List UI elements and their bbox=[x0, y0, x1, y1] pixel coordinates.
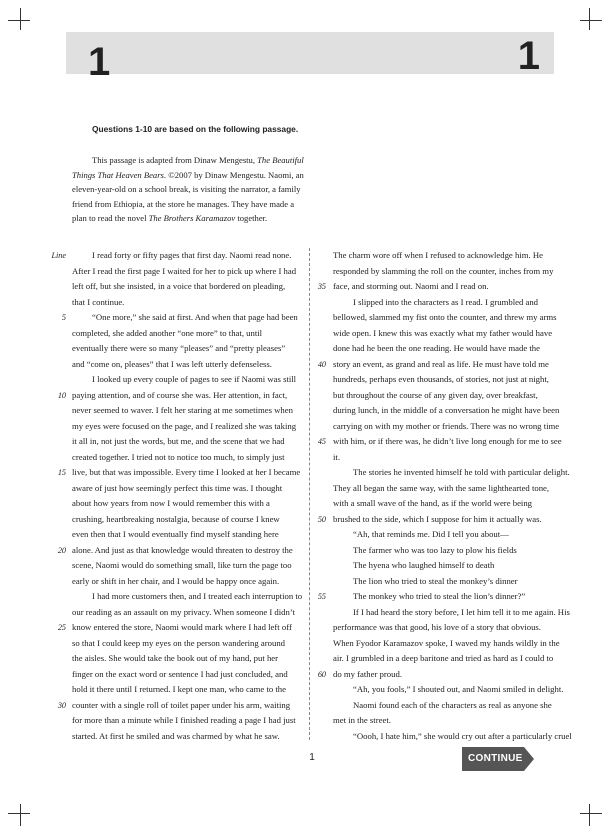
passage-line: the aisles. She would take the book out of my hand, put her bbox=[72, 653, 279, 663]
passage-line: responded by slamming the roll on the counter, inches from my bbox=[333, 265, 554, 276]
line-number: 30 bbox=[57, 700, 66, 710]
line-number: 50 bbox=[317, 514, 326, 524]
passage-line: with him, or if there was, he didn’t live long enough for me to see bbox=[333, 436, 562, 446]
section-banner bbox=[66, 32, 554, 84]
passage-line: met in the street. bbox=[333, 715, 391, 725]
crop-mark-bottom-right bbox=[580, 804, 602, 826]
passage-line: created together. I tried not to notice too much, to simply just bbox=[72, 451, 285, 462]
passage-line: After I read the first page I waited for her to pick up where I had bbox=[72, 265, 297, 276]
passage-line: I looked up every couple of pages to see if Naomi was still bbox=[92, 374, 297, 384]
passage-line: our reading as an assault on my privacy. When someone I didn’t bbox=[72, 606, 296, 617]
passage-line: alone. And just as that knowledge would threaten to destroy the bbox=[72, 544, 293, 555]
passage-line: but throughout the course of any given day, over breakfast, bbox=[333, 389, 538, 400]
line-number: 25 bbox=[57, 623, 66, 632]
passage-line: “Ah, that reminds me. Did I tell you about— bbox=[353, 529, 509, 539]
passage-line: so that I could keep my eyes on the person wandering around bbox=[72, 637, 286, 648]
questions-heading: Questions 1-10 are based on the following passage. bbox=[92, 124, 299, 134]
passage-line: scene, Naomi would do something small, like turn the page too bbox=[72, 560, 292, 570]
passage-line: story an event, as grand and real as life. He must have told me bbox=[333, 358, 549, 369]
passage-line: The hyena who laughed himself to death bbox=[353, 560, 495, 570]
passage-line: face, and storming out. Naomi and I read on. bbox=[333, 281, 489, 291]
passage-line: hold it there until I returned. I kept one man, who came to the bbox=[72, 684, 286, 694]
page-number: 1 bbox=[309, 752, 315, 763]
passage-line: counter with a single roll of toilet paper under his arm, waiting bbox=[72, 699, 291, 710]
passage-line: that I continue. bbox=[72, 296, 125, 307]
passage-line: eventually there were so many “pleases” and “pretty pleases” bbox=[72, 343, 286, 353]
passage-line: never seemed to waver. I felt her staring at me sometimes when bbox=[72, 405, 293, 415]
passage-line: hundreds, perhaps even thousands, of stories, not just at night, bbox=[333, 374, 549, 384]
line-number: 55 bbox=[317, 592, 326, 601]
passage-line: The lion who tried to steal the monkey’s dinner bbox=[353, 575, 518, 586]
section-number-left: 1 bbox=[88, 40, 111, 84]
passage-line: They all began the same way, with the same lighthearted tone, bbox=[333, 482, 550, 493]
novel-title: The Brothers Karamazov bbox=[148, 213, 236, 224]
passage-line: early or shift in her chair, and I would be happy once again. bbox=[72, 575, 280, 586]
passage-line: Naomi found each of the characters as real as anyone she bbox=[353, 699, 552, 710]
passage-line: The charm wore off when I refused to acknowledge him. He bbox=[333, 250, 543, 260]
passage-line: live, but that was impossible. Every time I looked at her I became bbox=[72, 467, 301, 477]
line-marker: Line bbox=[51, 251, 66, 260]
line-number: 45 bbox=[317, 437, 326, 446]
crop-mark-bottom-left bbox=[8, 804, 30, 826]
passage-line: know entered the store, Naomi would mark where I had left off bbox=[72, 622, 292, 632]
passage-line: and “come on, pleases” that I was left utterly defenseless. bbox=[72, 358, 272, 369]
passage-line: “Ah, you fools,” I shouted out, and Naomi smiled in delight. bbox=[353, 684, 564, 694]
passage-line: bellowed, slammed my fist onto the counter, and threw my arms bbox=[333, 312, 557, 322]
continue-button[interactable] bbox=[462, 747, 534, 771]
passage-line: paying attention, and of course she was. Her attention, in fact, bbox=[72, 389, 288, 400]
passage-line: it all in, not just the words, but me, and the scene that we had bbox=[72, 436, 285, 446]
section-number-right: 1 bbox=[517, 34, 540, 78]
passage-line: The monkey who tried to steal the lion’s dinner?” bbox=[353, 591, 526, 601]
passage-line: with a small wave of the hand, as if the world were being bbox=[333, 498, 533, 508]
line-number: 60 bbox=[317, 669, 326, 679]
passage-line: my eyes were focused on the page, and I realized she was taking bbox=[72, 420, 297, 431]
line-number: 5 bbox=[61, 313, 66, 322]
passage-line: done had he been the one reading. He would have made the bbox=[333, 343, 540, 353]
passage-line: I had more customers then, and I treated each interruption to bbox=[92, 591, 303, 601]
passage-line: carrying on with my mother or friends. There was no wrong time bbox=[333, 420, 560, 431]
passage-line: If I had heard the story before, I let him tell it to me again. His bbox=[353, 606, 570, 617]
continue-label: CONTINUE bbox=[468, 753, 523, 764]
passage-line: started. At first he smiled and was charmed by what he saw. bbox=[72, 730, 280, 741]
crop-mark-top-right bbox=[580, 8, 602, 30]
passage-line: do my father proud. bbox=[333, 668, 402, 679]
passage-line: brushed to the side, which I suppose for him it actually was. bbox=[333, 513, 542, 524]
line-number: 20 bbox=[57, 545, 66, 555]
passage-line: completed, she added another “one more” to that, until bbox=[72, 327, 263, 338]
passage-introduction: This passage is adapted from Dinaw Mengestu, The Beautiful Things That Heaven Bears. ©2007 by Dinaw Mengestu. Naomi, an eleven-year-old on a school break, is visiting the narrator, a family friend from Ethiopia, at the store he manages. They have made a plan to read the novel The Brothers Karamazov together. bbox=[72, 155, 304, 224]
passage-line: The stories he invented himself he told with particular delight. bbox=[353, 467, 570, 477]
passage-line: finger on the exact word or sentence I had just concluded, and bbox=[72, 668, 288, 679]
line-number: 10 bbox=[57, 390, 66, 400]
passage-line: wide open. I knew this was exactly what my father would have bbox=[333, 327, 553, 338]
line-number: 35 bbox=[317, 282, 326, 291]
passage-line: The farmer who was too lazy to plow his fields bbox=[353, 544, 517, 555]
passage-line: “Oooh, I hate him,” she would cry out after a particularly cruel bbox=[353, 730, 572, 741]
passage-line: crushing, heartbreaking nostalgia, because of course I knew bbox=[72, 513, 280, 524]
crop-mark-top-left bbox=[8, 8, 30, 30]
passage-line: When Fyodor Karamazov spoke, I waved my hands wildly in the bbox=[333, 637, 560, 648]
book-title: The Beautiful Things That Heaven Bears bbox=[72, 155, 304, 180]
passage-line: I slipped into the characters as I read. I grumbled and bbox=[353, 296, 539, 307]
passage-line: aware of just how seemingly perfect this time was. I thought bbox=[72, 482, 283, 493]
passage-line: for more than a minute while I finished reading a page I had just bbox=[72, 715, 296, 725]
passage-line: “One more,” she said at first. And when that page had been bbox=[92, 312, 298, 322]
passage-line: it. bbox=[333, 451, 340, 462]
passage-line: about how years from now I would remember this with a bbox=[72, 498, 270, 508]
passage-line: even then that I would eventually find myself standing here bbox=[72, 529, 279, 539]
passage-line: left off, but she insisted, in a voice that bordered on pleading, bbox=[72, 281, 286, 291]
line-number: 40 bbox=[317, 359, 326, 369]
passage-line: during lunch, in the middle of a conversation he might have been bbox=[333, 405, 560, 415]
passage-line: I read forty or fifty pages that first day. Naomi read none. bbox=[92, 250, 292, 260]
passage-line: air. I grumbled in a deep baritone and tried as hard as I could to bbox=[333, 653, 554, 663]
passage-line: performance was that good, his love of a story that obvious. bbox=[333, 622, 541, 632]
line-number: 15 bbox=[57, 468, 66, 477]
